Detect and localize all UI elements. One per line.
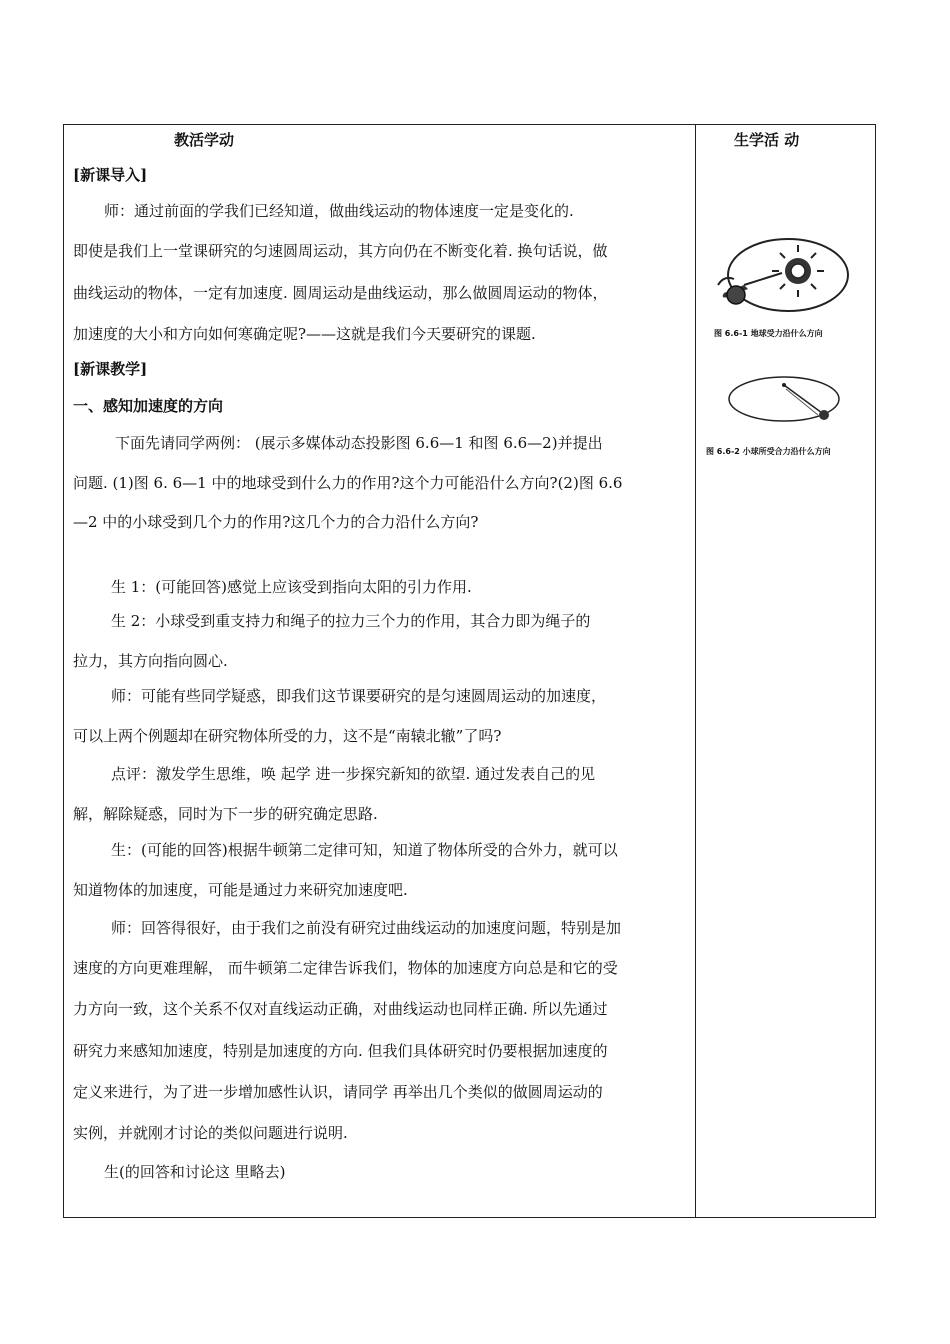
figure-caption: 图 6.6-1 地球受力沿什么方向 [714, 329, 823, 338]
teaching-line: 问题. (1)图 6. 6—1 中的地球受到什么力的作用?这个力可能沿什么方向?(2)图 6.6 [73, 474, 623, 492]
figure-caption: 图 6.6-2 小球所受合力沿什么方向 [706, 447, 831, 456]
intro-line: 即使是我们上一堂课研究的匀速圆周运动，其方向仍在不断变化着. 换句话说，做 [73, 242, 608, 260]
teaching-line: —2 中的小球受到几个力的作用?这几个力的合力沿什么方向? [73, 513, 479, 531]
student-activity-column [696, 125, 875, 1217]
teaching-line: 点评：激发学生思维，唤 起学 进一步探究新知的欲望. 通过发表自己的见 [111, 765, 596, 783]
ball-circular-motion-figure [724, 373, 844, 428]
teaching-line: 定义来进行，为了进一步增加感性认识，请同学 再举出几个类似的做圆周运动的 [73, 1083, 603, 1101]
teacher-activity-header: 教活学动 [174, 131, 235, 149]
teaching-line: 力方向一致，这个关系不仅对直线运动正确，对曲线运动也同样正确. 所以先通过 [73, 1000, 608, 1018]
intro-line: 加速度的大小和方向如何寒确定呢?——这就是我们今天要研究的课题. [73, 325, 536, 343]
intro-line: 师：通过前面的学我们已经知道，做曲线运动的物体速度一定是变化的. [104, 202, 574, 220]
teaching-line: 实例，并就刚才讨论的类似问题进行说明. [73, 1124, 348, 1142]
teaching-line: 解，解除疑惑，同时为下一步的研究确定思路. [73, 805, 378, 823]
teaching-line: 师：可能有些同学疑惑，即我们这节课要研究的是匀速圆周运动的加速度， [111, 687, 607, 705]
teaching-line: 生 1：(可能回答)感觉上应该受到指向太阳的引力作用. [111, 578, 472, 596]
teaching-line: 生 2：小球受到重支持力和绳子的拉力三个力的作用，其合力即为绳子的 [111, 612, 591, 630]
teaching-line: 速度的方向更难理解， 而牛顿第二定律告诉我们，物体的加速度方向总是和它的受 [73, 959, 618, 977]
earth-orbit-figure [716, 227, 851, 322]
teaching-line: 可以上两个例题却在研究物体所受的力，这不是“南辕北辙”了吗? [73, 727, 502, 745]
student-activity-header: 生学活 动 [734, 131, 800, 149]
teaching-line: 知道物体的加速度，可能是通过力来研究加速度吧. [73, 881, 408, 899]
teaching-subheading: 一、感知加速度的方向 [73, 397, 224, 415]
teaching-line: 生：(可能的回答)根据牛顿第二定律可知，知道了物体所受的合外力，就可以 [111, 841, 618, 859]
intro-line: 曲线运动的物体，一定有加速度. 圆周运动是曲线运动，那么做圆周运动的物体， [73, 284, 608, 302]
teaching-heading: [新课教学] [73, 360, 148, 378]
teaching-line: 生(的回答和讨论这 里略去) [104, 1163, 286, 1181]
teacher-activity-column [64, 125, 695, 1217]
teaching-line: 研究力来感知加速度，特别是加速度的方向. 但我们具体研究时仍要根据加速度的 [73, 1042, 608, 1060]
teaching-line: 拉力，其方向指向圆心. [73, 652, 228, 670]
intro-heading: [新课导入] [73, 166, 148, 184]
teaching-line: 下面先请同学两例： (展示多媒体动态投影图 6.6—1 和图 6.6—2)并提出 [115, 434, 603, 452]
teaching-line: 师：回答得很好，由于我们之前没有研究过曲线运动的加速度问题，特别是加 [111, 919, 622, 937]
lesson-table [63, 124, 876, 1218]
